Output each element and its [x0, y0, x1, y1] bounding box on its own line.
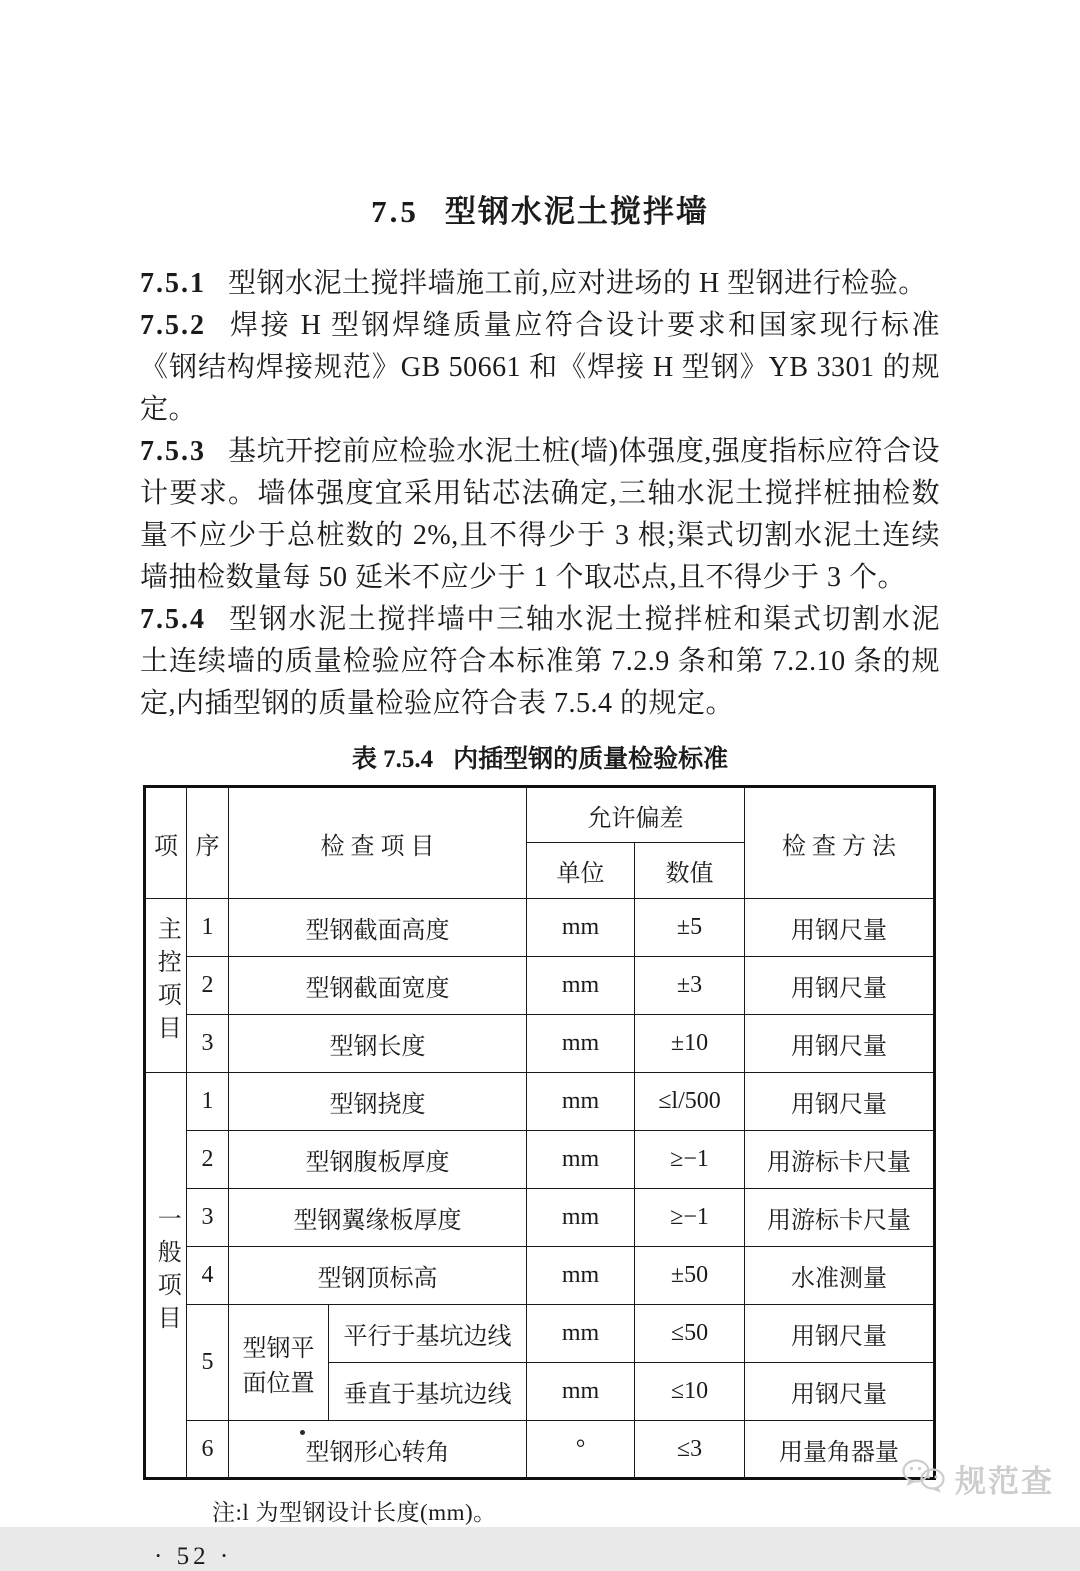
watermark-text: 规范查	[955, 1464, 1054, 1499]
group-label-general	[145, 1073, 187, 1479]
cell-seq: 4	[187, 1247, 229, 1305]
clause-number: 7.5.3	[140, 436, 206, 467]
cell-item: 型钢截面高度	[229, 899, 527, 957]
cell-value: ≤10	[635, 1363, 745, 1421]
cell-seq: 1	[187, 1073, 229, 1131]
header-check-item: 检 查 项 目	[229, 787, 527, 899]
cell-value: ≥−1	[635, 1189, 745, 1247]
ink-speck	[300, 1430, 305, 1435]
table-row	[145, 957, 935, 1015]
cell-method: 水准测量	[745, 1247, 935, 1305]
table-row	[145, 1131, 935, 1189]
header-tolerance: 允许偏差	[527, 787, 745, 843]
cell-subitem: 平行于基坑边线	[329, 1305, 527, 1363]
table-row	[145, 1247, 935, 1305]
cell-method: 用钢尺量	[745, 957, 935, 1015]
cell-method: 用钢尺量	[745, 899, 935, 957]
cell-method: 用钢尺量	[745, 1015, 935, 1073]
table-note: 注:l 为型钢设计长度(mm)。	[212, 1500, 497, 1525]
header-item: 项	[145, 787, 187, 899]
clause-number: 7.5.1	[140, 268, 206, 299]
page-number: · 52 ·	[154, 1543, 233, 1570]
cell-item: 型钢翼缘板厚度	[229, 1189, 527, 1247]
cell-seq: 6	[187, 1421, 229, 1479]
table-caption	[140, 739, 940, 775]
cell-value: ≤50	[635, 1305, 745, 1363]
cell-unit: mm	[527, 1247, 635, 1305]
clause-text: 型钢水泥土搅拌墙中三轴水泥土搅拌桩和渠式切割水泥土连续墙的质量检验应符合本标准第 7.2.9 条和第 7.2.10 条的规定,内插型钢的质量检验应符合表 7.5.4 的规定。	[140, 604, 940, 719]
cell-value: ≤3	[635, 1421, 745, 1479]
cell-method: 用量角器量	[745, 1421, 935, 1479]
section-title-text: 型钢水泥土搅拌墙	[444, 194, 709, 229]
cell-method: 用游标卡尺量	[745, 1189, 935, 1247]
cell-method: 用钢尺量	[745, 1073, 935, 1131]
cell-value: ≤l/500	[635, 1073, 745, 1131]
cell-seq: 3	[187, 1015, 229, 1073]
header-seq: 序	[187, 787, 229, 899]
cell-value: ≥−1	[635, 1131, 745, 1189]
paragraph-7-5-4	[140, 599, 940, 725]
table-caption-label: 表 7.5.4	[351, 746, 434, 773]
cell-value: ±3	[635, 957, 745, 1015]
cell-unit: mm	[527, 1305, 635, 1363]
table-row	[145, 1015, 935, 1073]
section-title	[140, 186, 940, 231]
cell-item: 型钢截面宽度	[229, 957, 527, 1015]
header-method: 检 查 方 法	[745, 787, 935, 899]
table-caption-title: 内插型钢的质量检验标准	[453, 746, 729, 773]
cell-unit: mm	[527, 1073, 635, 1131]
table-row	[145, 899, 935, 957]
cell-seq: 3	[187, 1189, 229, 1247]
cell-method: 用钢尺量	[745, 1305, 935, 1363]
cell-method: 用游标卡尺量	[745, 1131, 935, 1189]
wechat-icon	[901, 1457, 947, 1500]
cell-seq: 2	[187, 957, 229, 1015]
cell-item-group: 型钢平面位置	[229, 1305, 329, 1421]
cell-unit: mm	[527, 1131, 635, 1189]
table-row	[145, 1305, 935, 1363]
cell-value: ±50	[635, 1247, 745, 1305]
paragraph-7-5-1	[140, 263, 940, 305]
page-content	[140, 186, 940, 1571]
cell-subitem: 垂直于基坑边线	[329, 1363, 527, 1421]
cell-seq: 1	[187, 899, 229, 957]
table-row	[145, 1189, 935, 1247]
section-number: 7.5	[371, 194, 419, 229]
paragraph-7-5-2	[140, 305, 940, 431]
clause-number: 7.5.4	[140, 604, 206, 635]
watermark	[901, 1456, 1054, 1501]
cell-item: 型钢形心转角	[229, 1421, 527, 1479]
header-value: 数值	[635, 843, 745, 899]
cell-value: ±10	[635, 1015, 745, 1073]
cell-unit: mm	[527, 1363, 635, 1421]
clause-text: 型钢水泥土搅拌墙施工前,应对进场的 H 型钢进行检验。	[228, 268, 927, 299]
cell-item: 型钢挠度	[229, 1073, 527, 1131]
cell-item: 型钢长度	[229, 1015, 527, 1073]
cell-unit: mm	[527, 899, 635, 957]
cell-method: 用钢尺量	[745, 1363, 935, 1421]
cell-item: 型钢腹板厚度	[229, 1131, 527, 1189]
group-label-text: 主控项目	[153, 916, 180, 1048]
clause-text: 焊接 H 型钢焊缝质量应符合设计要求和国家现行标准《钢结构焊接规范》GB 50661 和《焊接 H 型钢》YB 3301 的规定。	[140, 310, 940, 425]
cell-unit: mm	[527, 957, 635, 1015]
table-header-row	[145, 787, 935, 843]
cell-unit: mm	[527, 1015, 635, 1073]
cell-value: ±5	[635, 899, 745, 957]
cell-unit: mm	[527, 1189, 635, 1247]
cell-seq: 5	[187, 1305, 229, 1421]
paragraph-7-5-3	[140, 431, 940, 599]
cell-unit: °	[527, 1421, 635, 1479]
quality-inspection-table	[143, 785, 936, 1480]
table-row	[145, 1421, 935, 1479]
group-label-text: 一般项目	[153, 1205, 180, 1338]
group-label-main	[145, 899, 187, 1073]
header-unit: 单位	[527, 843, 635, 899]
clause-number: 7.5.2	[140, 310, 206, 341]
cell-seq: 2	[187, 1131, 229, 1189]
clause-text: 基坑开挖前应检验水泥土桩(墙)体强度,强度指标应符合设计要求。墙体强度宜采用钻芯法确定,三轴水泥土搅拌桩抽检数量不应少于总桩数的 2%,且不得少于 3 根;渠式切割水泥土连续墙抽检数量每 50 延米不应少于 1 个取芯点,且不得少于 3 个。	[140, 436, 940, 593]
cell-item: 型钢顶标高	[229, 1247, 527, 1305]
table-row	[145, 1073, 935, 1131]
